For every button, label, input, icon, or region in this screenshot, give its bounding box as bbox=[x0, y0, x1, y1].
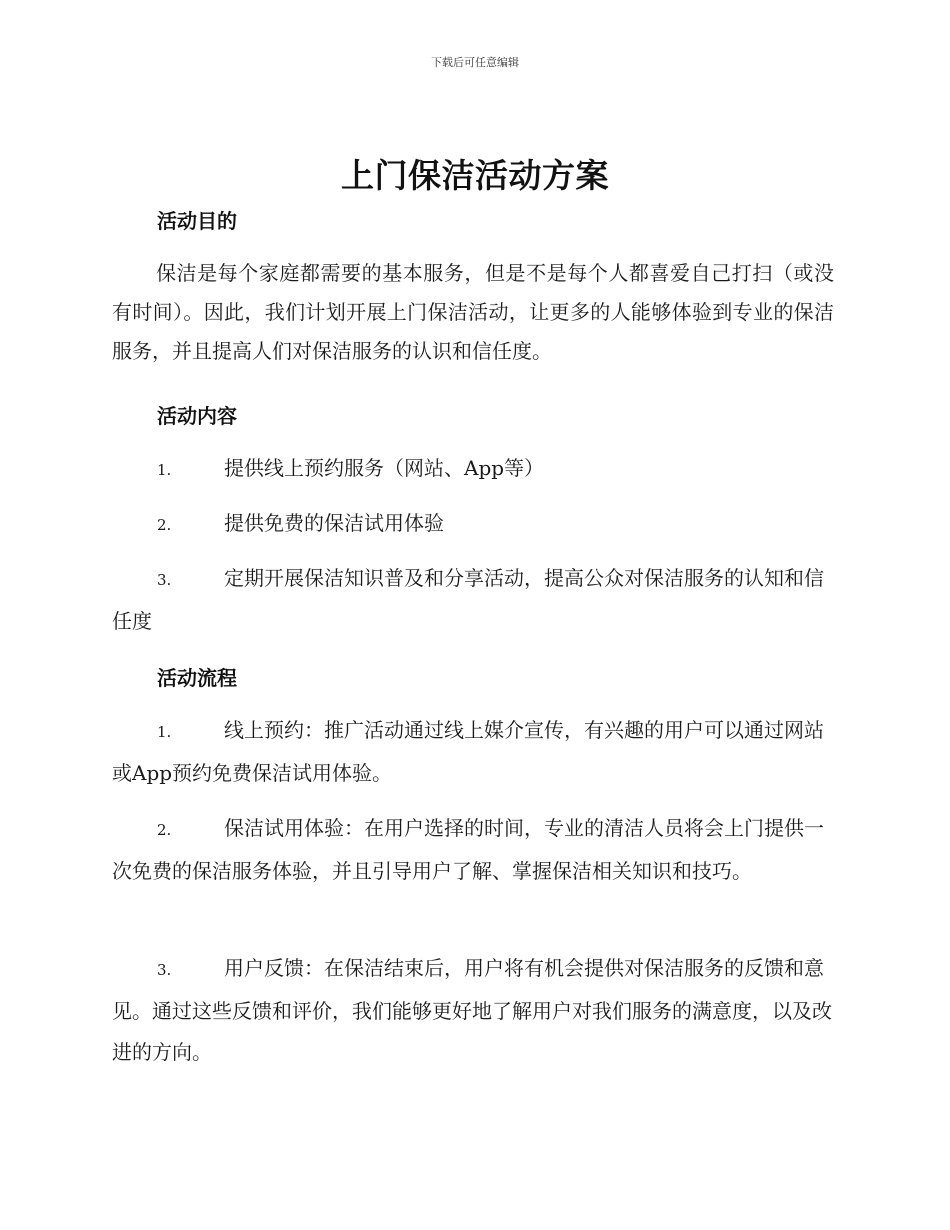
list-item-text: 定期开展保洁知识普及和分享活动，提高公众对保洁服务的认知和信任度 bbox=[112, 566, 824, 633]
list-item-text: 提供线上预约服务（网站、App等） bbox=[224, 456, 545, 480]
list-item-number: 2. bbox=[157, 821, 172, 839]
list-item-text: 线上预约：推广活动通过线上媒介宣传，有兴趣的用户可以通过网站或App预约免费保洁试用体验。 bbox=[112, 718, 824, 785]
list-item-number: 1. bbox=[157, 461, 172, 479]
list-item-number: 1. bbox=[157, 723, 172, 741]
list-item-text: 保洁试用体验：在用户选择的时间，专业的清洁人员将会上门提供一次免费的保洁服务体验，并且引导用户了解、掌握保洁相关知识和技巧。 bbox=[112, 816, 824, 883]
list-item bbox=[112, 558, 834, 642]
list-item bbox=[112, 948, 834, 1073]
section-heading-purpose: 活动目的 bbox=[157, 209, 237, 233]
header-note: 下载后可任意编辑 bbox=[431, 56, 519, 69]
list-item-text: 用户反馈：在保洁结束后，用户将有机会提供对保洁服务的反馈和意见。通过这些反馈和评价，我们能够更好地了解用户对我们服务的满意度，以及改进的方向。 bbox=[112, 956, 832, 1064]
list-item-number: 3. bbox=[157, 571, 172, 589]
list-item bbox=[112, 448, 834, 491]
section-heading-content: 活动内容 bbox=[157, 404, 237, 428]
section-heading-process: 活动流程 bbox=[157, 666, 237, 690]
list-item bbox=[112, 808, 834, 892]
document-title: 上门保洁活动方案 bbox=[341, 156, 609, 195]
list-item bbox=[112, 503, 834, 546]
section-paragraph-purpose: 保洁是每个家庭都需要的基本服务，但是不是每个人都喜爱自己打扫（或没有时间）。因此，我们计划开展上门保洁活动，让更多的人能够体验到专业的保洁服务，并且提高人们对保洁服务的认识和信任度。 bbox=[112, 261, 834, 363]
list-item-text: 提供免费的保洁试用体验 bbox=[224, 511, 444, 535]
list-item-number: 3. bbox=[157, 961, 172, 979]
list-item bbox=[112, 710, 834, 794]
list-item-number: 2. bbox=[157, 516, 172, 534]
